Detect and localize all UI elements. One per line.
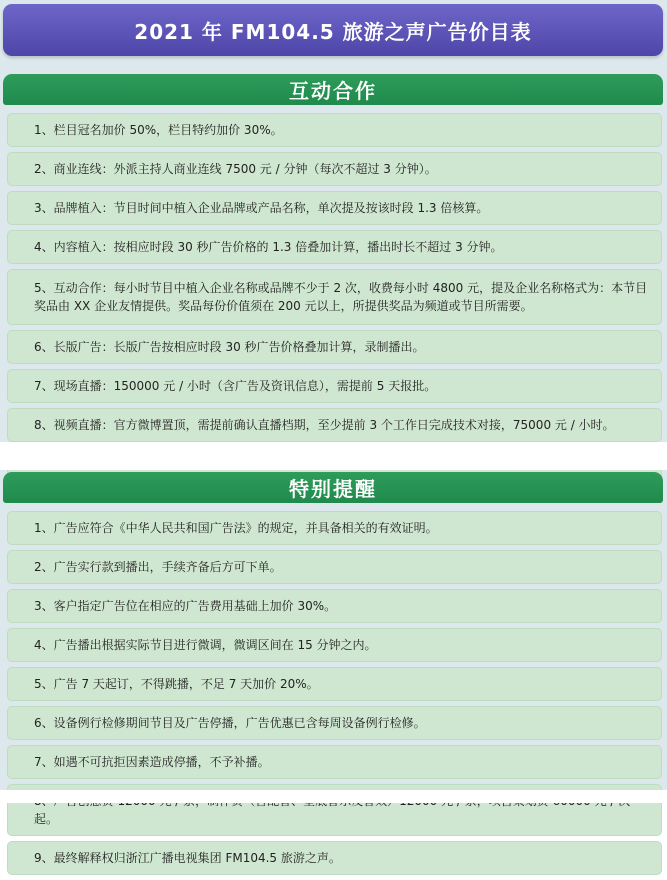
list-item: [7, 113, 662, 147]
list-item: [7, 408, 662, 442]
item-list: [3, 105, 663, 481]
item-text: 3、品牌植入：节目时间中植入企业品牌或产品名称，单次提及按该时段 1.3 倍核算。: [34, 201, 489, 215]
item-text: 7、如遇不可抗拒因素造成停播，不予补播。: [34, 755, 270, 769]
list-item: [7, 589, 662, 623]
list-item: [7, 745, 662, 779]
bottom-edge: [0, 790, 667, 803]
page-title: 2021 年 FM104.5 旅游之声广告价目表: [3, 4, 663, 56]
list-item: [7, 269, 662, 325]
list-item: [7, 152, 662, 186]
item-text: 9、最终解释权归浙江广播电视集团 FM104.5 旅游之声。: [34, 851, 341, 865]
list-item: [7, 841, 662, 875]
section-header: 互动合作: [3, 74, 663, 105]
item-text: 4、内容植入：按相应时段 30 秒广告价格的 1.3 倍叠加计算，播出时长不超过 3 分钟。: [34, 240, 503, 254]
list-item: [7, 667, 662, 701]
item-text: 5、互动合作：每小时节目中植入企业名称或品牌不少于 2 次，收费每小时 4800 元，提及企业名称格式为：本节目奖品由 XX 企业友情提供。奖品每份价值须在 200 元以上，所提供奖品为频道或节目所需要。: [34, 281, 648, 313]
section-special-reminder: [3, 472, 663, 880]
section-interactive-cooperation: [3, 74, 663, 486]
section-divider: [0, 442, 667, 470]
item-text: 2、商业连线：外派主持人商业连线 7500 元 / 分钟（每次不超过 3 分钟）。: [34, 162, 437, 176]
item-text: 3、客户指定广告位在相应的广告费用基础上加价 30%。: [34, 599, 337, 613]
item-text: 4、广告播出根据实际节目进行微调，微调区间在 15 分钟之内。: [34, 638, 377, 652]
item-text: 6、长版广告：长版广告按相应时段 30 秒广告价格叠加计算，录制播出。: [34, 340, 425, 354]
list-item: [7, 628, 662, 662]
item-list: [3, 503, 663, 875]
list-item: [7, 706, 662, 740]
list-item: [7, 511, 662, 545]
item-text: 1、广告应符合《中华人民共和国广告法》的规定，并具备相关的有效证明。: [34, 521, 438, 535]
list-item: [7, 550, 662, 584]
list-item: [7, 330, 662, 364]
item-text: 5、广告 7 天起订，不得跳播，不足 7 天加价 20%。: [34, 677, 319, 691]
item-text: 8、视频直播：官方微博置顶，需提前确认直播档期，至少提前 3 个工作日完成技术对接，75000 元 / 小时。: [34, 418, 615, 432]
item-text: 6、设备例行检修期间节目及广告停播，广告优惠已含每周设备例行检修。: [34, 716, 426, 730]
list-item: [7, 191, 662, 225]
item-text: 1、栏目冠名加价 50%，栏目特约加价 30%。: [34, 123, 283, 137]
list-item: [7, 369, 662, 403]
section-header: 特别提醒: [3, 472, 663, 503]
item-text: 起。: [34, 812, 59, 826]
item-text: 2、广告实行款到播出，手续齐备后方可下单。: [34, 560, 282, 574]
item-text: 7、现场直播：150000 元 / 小时（含广告及资讯信息），需提前 5 天报批。: [34, 379, 437, 393]
list-item: [7, 230, 662, 264]
